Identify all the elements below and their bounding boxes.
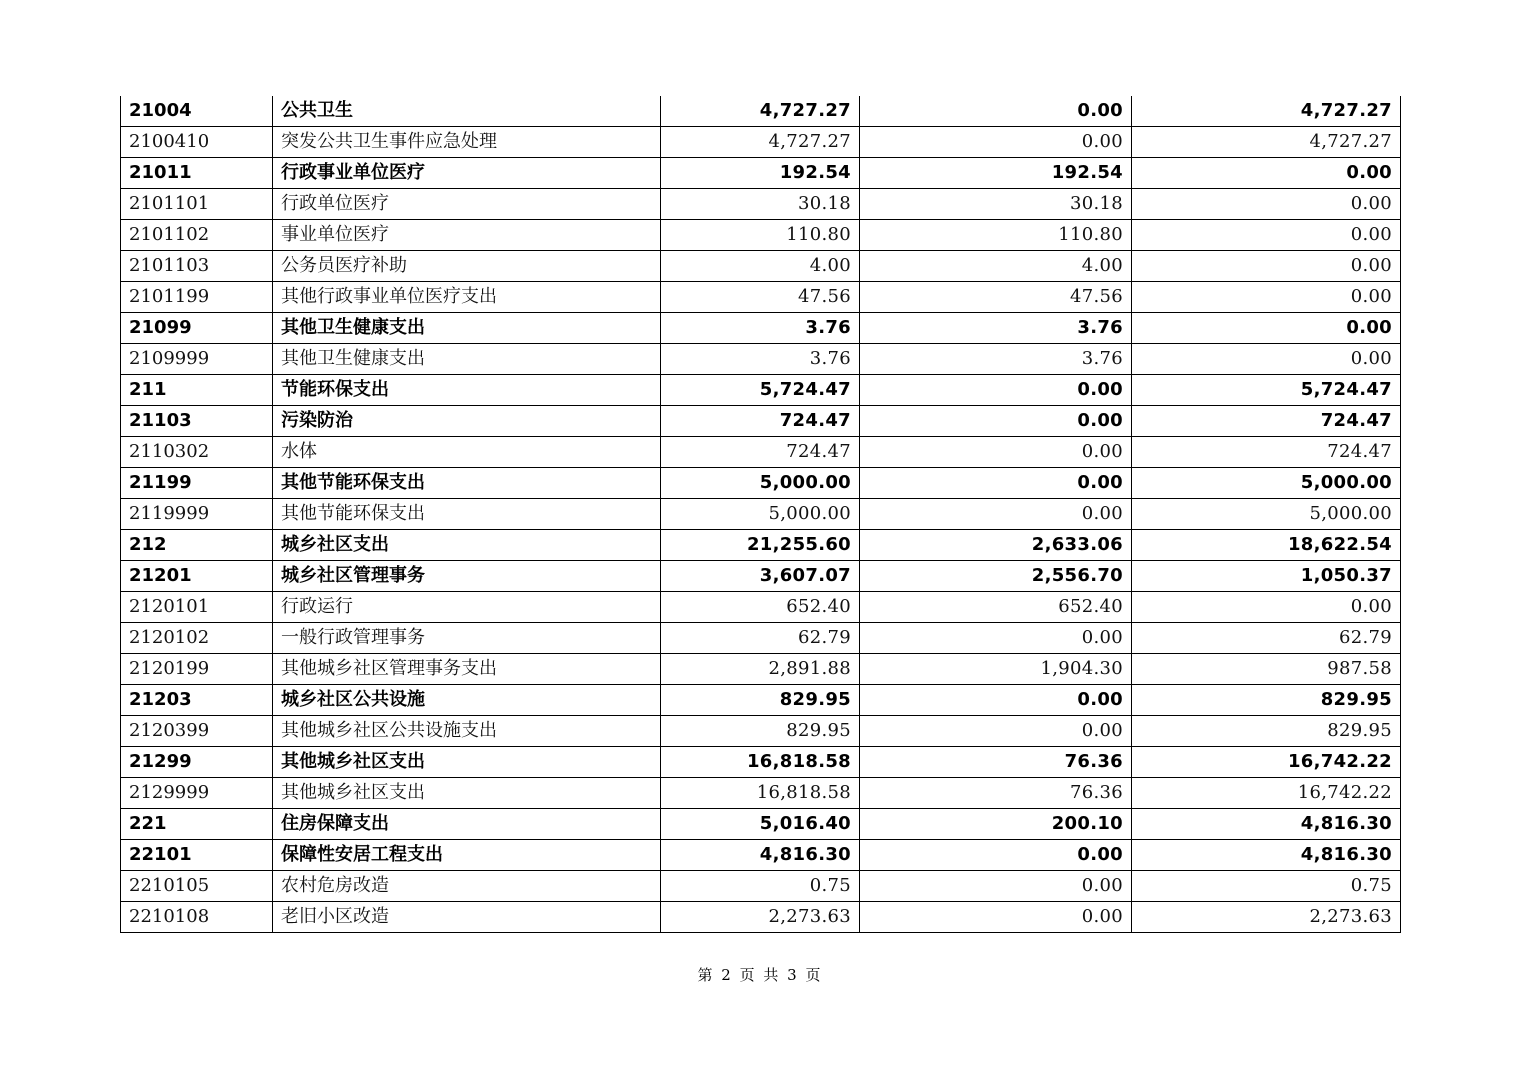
code-cell: 21004 <box>121 96 273 127</box>
table-row <box>121 778 1401 809</box>
table-row <box>121 127 1401 158</box>
table-row <box>121 189 1401 220</box>
basic-expenditure-cell: 0.00 <box>860 623 1132 654</box>
total-cell: 829.95 <box>661 716 860 747</box>
item-name-cell: 保障性安居工程支出 <box>273 840 661 871</box>
project-expenditure-cell: 987.58 <box>1132 654 1401 685</box>
item-name-cell: 其他节能环保支出 <box>273 468 661 499</box>
item-name-cell: 城乡社区管理事务 <box>273 561 661 592</box>
basic-expenditure-cell: 3.76 <box>860 344 1132 375</box>
item-name-cell: 其他城乡社区管理事务支出 <box>273 654 661 685</box>
code-cell: 2120101 <box>121 592 273 623</box>
item-name-cell: 其他卫生健康支出 <box>273 313 661 344</box>
total-cell: 16,818.58 <box>661 778 860 809</box>
basic-expenditure-cell: 0.00 <box>860 902 1132 933</box>
basic-expenditure-cell: 0.00 <box>860 499 1132 530</box>
code-cell: 2120102 <box>121 623 273 654</box>
code-cell: 21099 <box>121 313 273 344</box>
code-cell: 2100410 <box>121 127 273 158</box>
project-expenditure-cell: 5,724.47 <box>1132 375 1401 406</box>
basic-expenditure-cell: 0.00 <box>860 468 1132 499</box>
code-cell: 2120399 <box>121 716 273 747</box>
code-cell: 2101199 <box>121 282 273 313</box>
total-cell: 2,891.88 <box>661 654 860 685</box>
total-cell: 829.95 <box>661 685 860 716</box>
project-expenditure-cell: 724.47 <box>1132 437 1401 468</box>
code-cell: 211 <box>121 375 273 406</box>
total-cell: 724.47 <box>661 406 860 437</box>
code-cell: 2109999 <box>121 344 273 375</box>
basic-expenditure-cell: 2,633.06 <box>860 530 1132 561</box>
page-number: 第 2 页 共 3 页 <box>697 966 823 984</box>
basic-expenditure-cell: 47.56 <box>860 282 1132 313</box>
code-cell: 2120199 <box>121 654 273 685</box>
basic-expenditure-cell: 0.00 <box>860 375 1132 406</box>
project-expenditure-cell: 0.00 <box>1132 344 1401 375</box>
basic-expenditure-cell: 0.00 <box>860 716 1132 747</box>
code-cell: 21299 <box>121 747 273 778</box>
project-expenditure-cell: 62.79 <box>1132 623 1401 654</box>
basic-expenditure-cell: 76.36 <box>860 778 1132 809</box>
table-row <box>121 468 1401 499</box>
code-cell: 2129999 <box>121 778 273 809</box>
code-cell: 212 <box>121 530 273 561</box>
total-cell: 652.40 <box>661 592 860 623</box>
project-expenditure-cell: 829.95 <box>1132 685 1401 716</box>
total-cell: 21,255.60 <box>661 530 860 561</box>
item-name-cell: 农村危房改造 <box>273 871 661 902</box>
table-row <box>121 871 1401 902</box>
code-cell: 2101103 <box>121 251 273 282</box>
table-row <box>121 716 1401 747</box>
item-name-cell: 行政运行 <box>273 592 661 623</box>
total-cell: 5,000.00 <box>661 468 860 499</box>
table-row <box>121 251 1401 282</box>
total-cell: 0.75 <box>661 871 860 902</box>
table-row <box>121 499 1401 530</box>
item-name-cell: 水体 <box>273 437 661 468</box>
item-name-cell: 其他卫生健康支出 <box>273 344 661 375</box>
code-cell: 21199 <box>121 468 273 499</box>
table-row <box>121 530 1401 561</box>
table-row <box>121 375 1401 406</box>
project-expenditure-cell: 16,742.22 <box>1132 778 1401 809</box>
code-cell: 2101102 <box>121 220 273 251</box>
table-row <box>121 313 1401 344</box>
table-row <box>121 344 1401 375</box>
project-expenditure-cell: 0.00 <box>1132 282 1401 313</box>
table-row <box>121 437 1401 468</box>
table-row <box>121 654 1401 685</box>
total-cell: 110.80 <box>661 220 860 251</box>
project-expenditure-cell: 0.00 <box>1132 189 1401 220</box>
item-name-cell: 公务员医疗补助 <box>273 251 661 282</box>
project-expenditure-cell: 2,273.63 <box>1132 902 1401 933</box>
project-expenditure-cell: 16,742.22 <box>1132 747 1401 778</box>
code-cell: 2119999 <box>121 499 273 530</box>
project-expenditure-cell: 4,816.30 <box>1132 809 1401 840</box>
basic-expenditure-cell: 0.00 <box>860 127 1132 158</box>
project-expenditure-cell: 0.75 <box>1132 871 1401 902</box>
item-name-cell: 一般行政管理事务 <box>273 623 661 654</box>
item-name-cell: 突发公共卫生事件应急处理 <box>273 127 661 158</box>
table-row <box>121 406 1401 437</box>
item-name-cell: 城乡社区支出 <box>273 530 661 561</box>
project-expenditure-cell: 0.00 <box>1132 158 1401 189</box>
basic-expenditure-cell: 3.76 <box>860 313 1132 344</box>
project-expenditure-cell: 4,727.27 <box>1132 96 1401 127</box>
total-cell: 4.00 <box>661 251 860 282</box>
table-row <box>121 685 1401 716</box>
table-row <box>121 840 1401 871</box>
table-row <box>121 282 1401 313</box>
code-cell: 21011 <box>121 158 273 189</box>
code-cell: 221 <box>121 809 273 840</box>
total-cell: 192.54 <box>661 158 860 189</box>
code-cell: 2110302 <box>121 437 273 468</box>
total-cell: 4,816.30 <box>661 840 860 871</box>
total-cell: 30.18 <box>661 189 860 220</box>
project-expenditure-cell: 829.95 <box>1132 716 1401 747</box>
basic-expenditure-cell: 2,556.70 <box>860 561 1132 592</box>
item-name-cell: 公共卫生 <box>273 96 661 127</box>
table-row <box>121 592 1401 623</box>
total-cell: 3.76 <box>661 344 860 375</box>
basic-expenditure-cell: 76.36 <box>860 747 1132 778</box>
item-name-cell: 节能环保支出 <box>273 375 661 406</box>
table-row <box>121 747 1401 778</box>
item-name-cell: 污染防治 <box>273 406 661 437</box>
total-cell: 4,727.27 <box>661 127 860 158</box>
project-expenditure-cell: 4,816.30 <box>1132 840 1401 871</box>
table-row <box>121 561 1401 592</box>
code-cell: 21201 <box>121 561 273 592</box>
table-body <box>121 96 1401 933</box>
code-cell: 2101101 <box>121 189 273 220</box>
project-expenditure-cell: 0.00 <box>1132 313 1401 344</box>
basic-expenditure-cell: 4.00 <box>860 251 1132 282</box>
total-cell: 724.47 <box>661 437 860 468</box>
code-cell: 21203 <box>121 685 273 716</box>
basic-expenditure-cell: 0.00 <box>860 406 1132 437</box>
item-name-cell: 其他城乡社区支出 <box>273 778 661 809</box>
project-expenditure-cell: 1,050.37 <box>1132 561 1401 592</box>
total-cell: 4,727.27 <box>661 96 860 127</box>
basic-expenditure-cell: 110.80 <box>860 220 1132 251</box>
table-row <box>121 158 1401 189</box>
item-name-cell: 住房保障支出 <box>273 809 661 840</box>
table-row <box>121 96 1401 127</box>
item-name-cell: 其他城乡社区公共设施支出 <box>273 716 661 747</box>
item-name-cell: 其他城乡社区支出 <box>273 747 661 778</box>
code-cell: 21103 <box>121 406 273 437</box>
basic-expenditure-cell: 200.10 <box>860 809 1132 840</box>
project-expenditure-cell: 5,000.00 <box>1132 468 1401 499</box>
total-cell: 5,016.40 <box>661 809 860 840</box>
item-name-cell: 城乡社区公共设施 <box>273 685 661 716</box>
project-expenditure-cell: 0.00 <box>1132 220 1401 251</box>
project-expenditure-cell: 724.47 <box>1132 406 1401 437</box>
project-expenditure-cell: 18,622.54 <box>1132 530 1401 561</box>
total-cell: 16,818.58 <box>661 747 860 778</box>
basic-expenditure-cell: 30.18 <box>860 189 1132 220</box>
basic-expenditure-cell: 0.00 <box>860 871 1132 902</box>
total-cell: 3.76 <box>661 313 860 344</box>
table-row <box>121 809 1401 840</box>
basic-expenditure-cell: 652.40 <box>860 592 1132 623</box>
project-expenditure-cell: 5,000.00 <box>1132 499 1401 530</box>
item-name-cell: 行政单位医疗 <box>273 189 661 220</box>
item-name-cell: 其他节能环保支出 <box>273 499 661 530</box>
total-cell: 3,607.07 <box>661 561 860 592</box>
total-cell: 5,000.00 <box>661 499 860 530</box>
item-name-cell: 事业单位医疗 <box>273 220 661 251</box>
table-row <box>121 220 1401 251</box>
basic-expenditure-cell: 0.00 <box>860 685 1132 716</box>
total-cell: 62.79 <box>661 623 860 654</box>
total-cell: 2,273.63 <box>661 902 860 933</box>
basic-expenditure-cell: 0.00 <box>860 437 1132 468</box>
basic-expenditure-cell: 0.00 <box>860 96 1132 127</box>
table-row <box>121 623 1401 654</box>
project-expenditure-cell: 0.00 <box>1132 592 1401 623</box>
basic-expenditure-cell: 192.54 <box>860 158 1132 189</box>
item-name-cell: 其他行政事业单位医疗支出 <box>273 282 661 313</box>
code-cell: 2210105 <box>121 871 273 902</box>
budget-table <box>120 96 1401 933</box>
code-cell: 22101 <box>121 840 273 871</box>
total-cell: 47.56 <box>661 282 860 313</box>
project-expenditure-cell: 4,727.27 <box>1132 127 1401 158</box>
basic-expenditure-cell: 1,904.30 <box>860 654 1132 685</box>
code-cell: 2210108 <box>121 902 273 933</box>
item-name-cell: 老旧小区改造 <box>273 902 661 933</box>
project-expenditure-cell: 0.00 <box>1132 251 1401 282</box>
item-name-cell: 行政事业单位医疗 <box>273 158 661 189</box>
basic-expenditure-cell: 0.00 <box>860 840 1132 871</box>
table-row <box>121 902 1401 933</box>
total-cell: 5,724.47 <box>661 375 860 406</box>
